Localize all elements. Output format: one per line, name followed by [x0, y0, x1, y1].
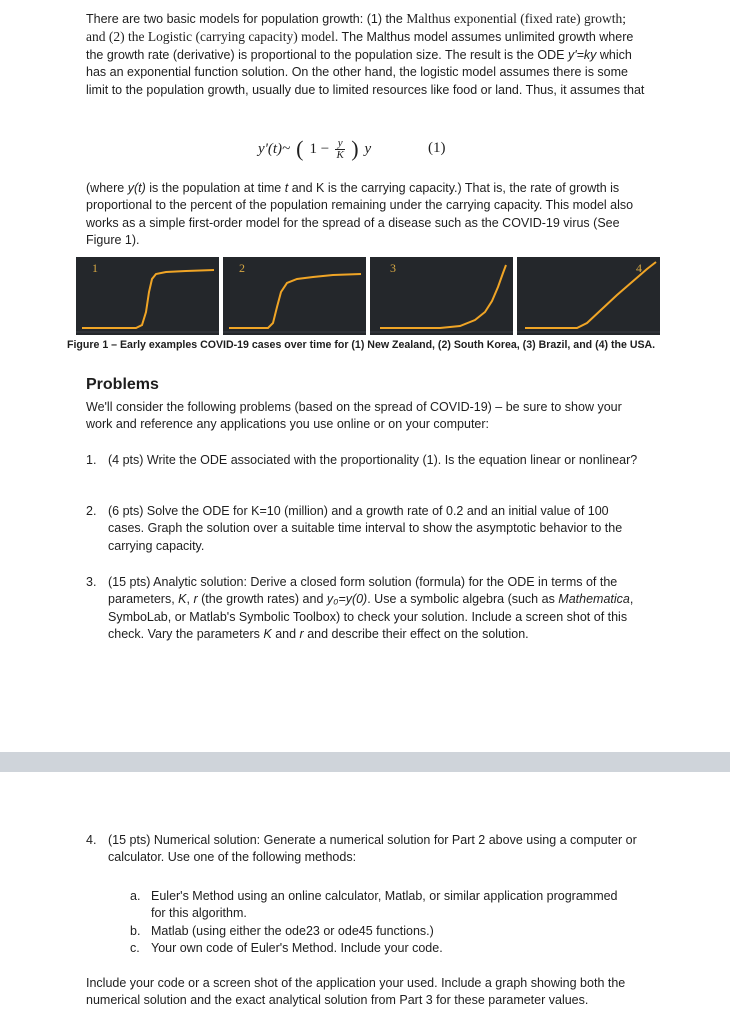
figure-panel-south-korea [223, 257, 366, 335]
figure-caption: Figure 1 – Early examples COVID-19 cases over time for (1) New Zealand, (2) South Korea, (3) Brazil, and (4) the USA. [67, 339, 656, 351]
logistic-equation: y'(t)~ ( 1 − $\frac{y}{K}$ ) y (1) [258, 136, 446, 161]
figure-panel-brazil [370, 257, 513, 335]
page-break [0, 752, 730, 772]
closing-paragraph: Include your code or a screen shot of the application your used. Include a graph showing both the numerical solution and the exact analytical solution from Part 3 for these parameter values. [86, 976, 626, 1008]
explanation-paragraph: (where y(t) is the population at time t and K is the carrying capacity.) That is, the rate of growth is proportional to the percent of the population remaining under the carrying capacity. This model also works as a simple first-order model for the spread of a disease such as the COVID-19 virus (See Figure 1). [86, 181, 634, 248]
problem-4-option-c: c. Your own code of Euler's Method. Include your code. [130, 941, 443, 955]
equation-number: (1) [428, 140, 446, 156]
problem-2: 2. (6 pts) Solve the ODE for K=10 (million) and a growth rate of 0.2 and an initial value of 100 cases. Graph the solution over a suitable time interval to show the asymptotic behavior to the carrying capacity. [86, 504, 623, 553]
curve-new-zealand [82, 270, 214, 328]
panel-number: 2 [239, 261, 245, 275]
curve-brazil [380, 265, 506, 328]
panel-number: 4 [636, 261, 642, 275]
panel-number: 3 [390, 261, 396, 275]
figure-panel-usa [517, 257, 660, 335]
problem-1: 1. (4 pts) Write the ODE associated with the proportionality (1). Is the equation linear or nonlinear? [86, 453, 638, 467]
problems-intro: We'll consider the following problems (based on the spread of COVID-19) – be sure to show your work and reference any applications you use online or on your computer: [86, 400, 622, 432]
figure-panel-new-zealand [76, 257, 219, 335]
panel-number: 1 [92, 261, 98, 275]
page-2 [0, 772, 730, 1024]
figure-1-panels [76, 257, 660, 335]
problem-4-option-a: a. Euler's Method using an online calculator, Matlab, or similar application programmed for this algorithm. [130, 889, 618, 921]
intro-paragraph: There are two basic models for population growth: (1) the Malthus exponential (fixed rate) growth; and (2) the Logistic (carrying capacity) model. The Malthus model assumes unlimited growth where the growth rate (derivative) is proportional to the population size. The result is the ODE y'=ky which has an exponential function solution. On the other hand, the logistic model assumes there is some limit to the population growth, usually due to limited resources like food or land. Thus, it assumes that [86, 11, 645, 97]
problems-heading: Problems [86, 376, 159, 393]
problem-4: 4. (15 pts) Numerical solution: Generate a numerical solution for Part 2 above using a computer or calculator. Use one of the following methods: [86, 833, 637, 865]
curve-south-korea [229, 274, 361, 328]
problem-4-option-b: b. Matlab (using either the ode23 or ode45 functions.) [130, 924, 434, 938]
problem-3: 3. (15 pts) Analytic solution: Derive a closed form solution (formula) for the ODE in terms of the parameters, K, r (the growth rates) and y₀=y(0). Use a symbolic algebra (such as Mathematica, SymboLab, or Matlab's Symbolic Toolbox) to check your solution. Include a screen shot of this check. Vary the parameters K and r and describe their effect on the solution. [86, 575, 634, 642]
